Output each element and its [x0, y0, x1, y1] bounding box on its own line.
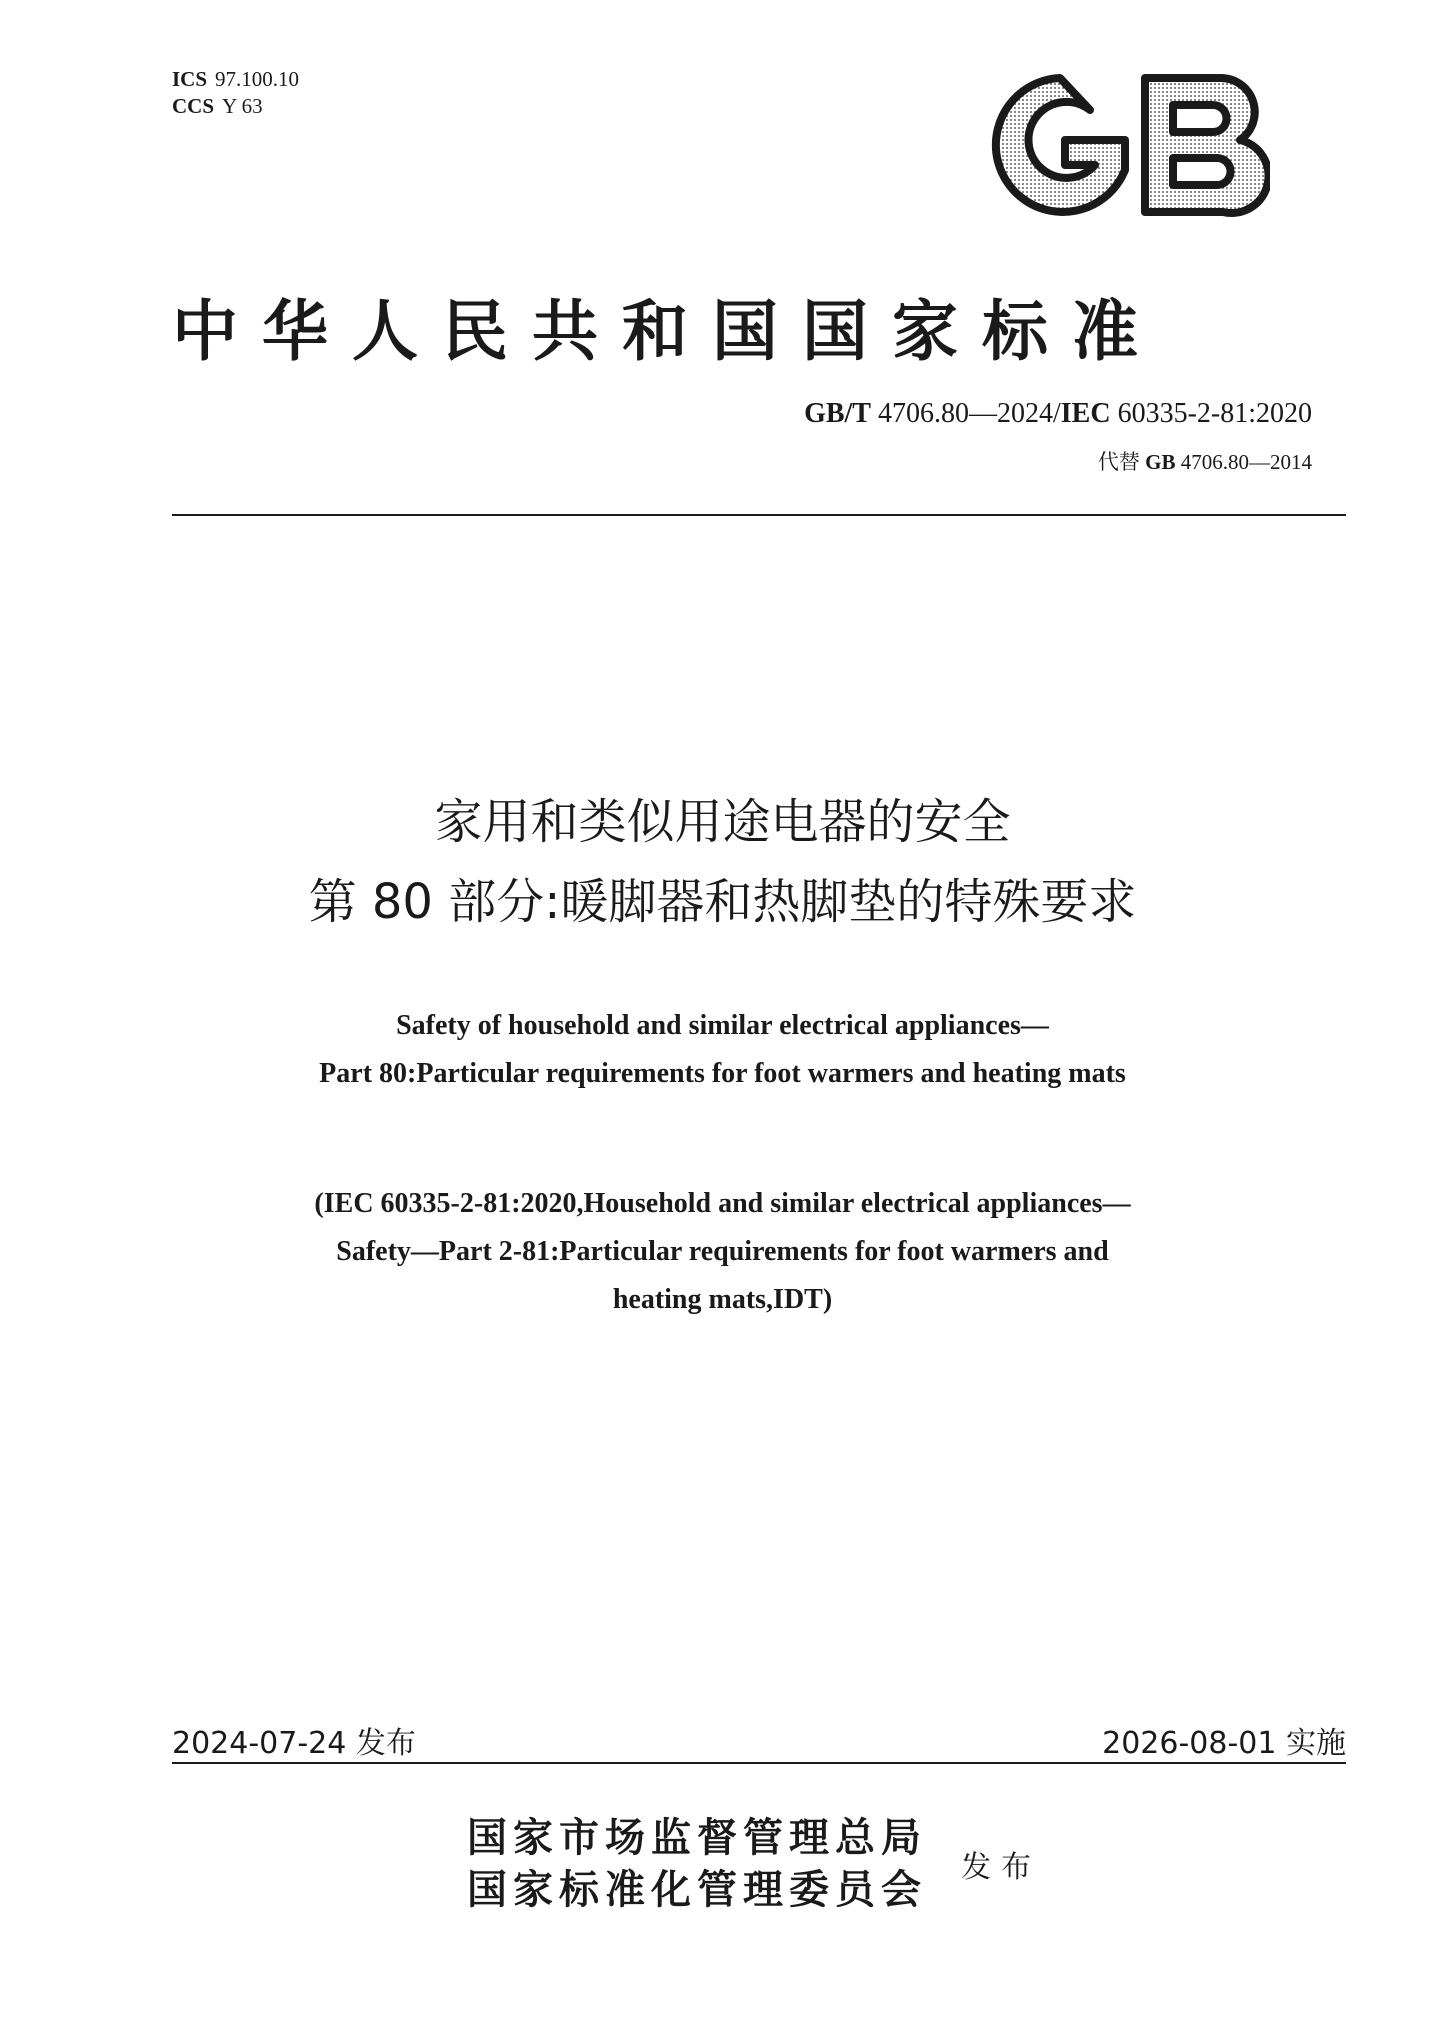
issuing-authorities	[467, 1812, 1041, 1916]
dates-row	[172, 1718, 1346, 1762]
issuer-sac: 国家标准化管理委员会	[467, 1867, 927, 1913]
issuer-samr: 国家市场监督管理总局	[467, 1815, 927, 1861]
top-divider	[172, 514, 1346, 516]
bottom-divider	[172, 1762, 1346, 1764]
issue-date: 2024-07-24 发布	[172, 1726, 416, 1761]
national-standard-title: 中华人民共和国国家标准	[172, 293, 1162, 370]
chinese-title-line2: 第 80 部分:暖脚器和热脚垫的特殊要求	[308, 874, 1137, 930]
effective-date: 2026-08-01 实施	[1102, 1726, 1346, 1761]
english-title-line1: Safety of household and similar electrical appliances—	[396, 1010, 1049, 1041]
iec-reference-line3: heating mats,IDT)	[612, 1284, 833, 1315]
replaces-standard: 代替 GB 4706.80—2014	[1097, 450, 1312, 474]
gb-logo	[985, 70, 1270, 220]
chinese-title-line1: 家用和类似用途电器的安全	[434, 794, 1011, 850]
iec-reference-line1: (IEC 60335-2-81:2020,Household and similar electrical appliances—	[314, 1188, 1131, 1219]
ics-code: ICS 97.100.10	[172, 67, 300, 91]
publish-label: 发布	[961, 1850, 1041, 1885]
english-title-line2: Part 80:Particular requirements for foot warmers and heating mats	[319, 1058, 1126, 1089]
standard-number: GB/T 4706.80—2024/IEC 60335-2-81:2020	[804, 398, 1312, 429]
classification-codes	[172, 66, 299, 120]
iec-reference-line2: Safety—Part 2-81:Particular requirements for foot warmers and	[336, 1236, 1109, 1267]
ccs-code: CCS Y 63	[172, 94, 263, 118]
